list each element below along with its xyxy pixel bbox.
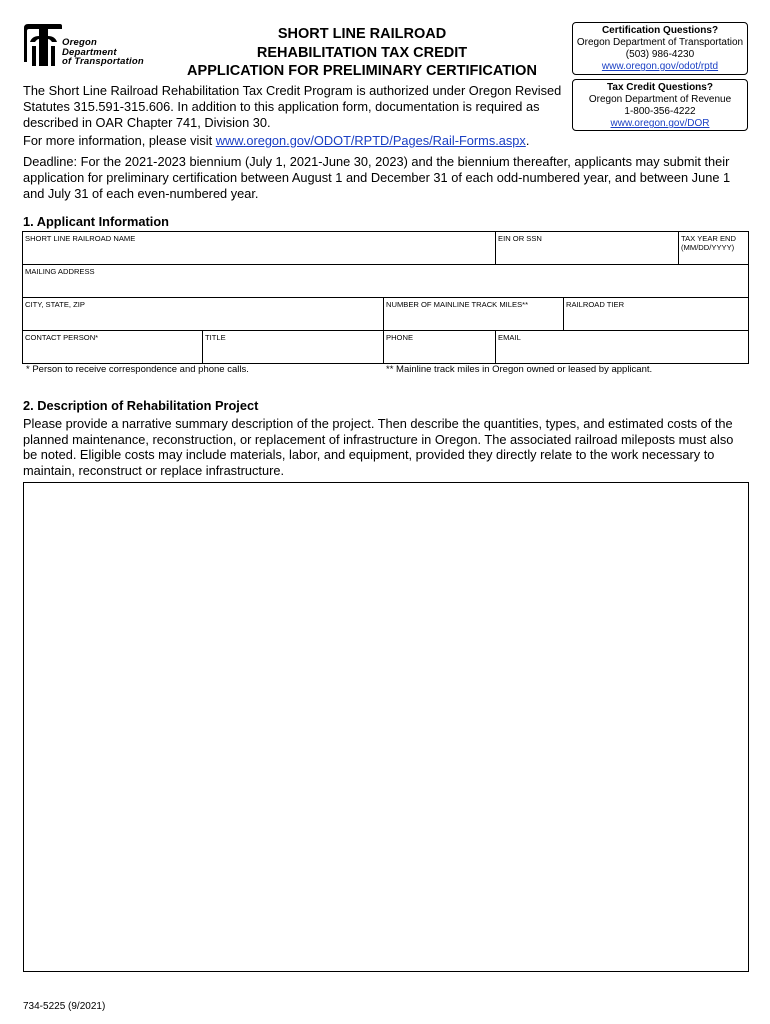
intro-paragraph: The Short Line Railroad Rehabilitation Tax Credit Program is authorized under Oregon Revised Statutes 315.591-315.606. In addition to this application form, documentation is required as described in OAR Chapter 741, Division 30. (23, 83, 562, 130)
contact-person-field[interactable] (23, 331, 203, 364)
rail-forms-link[interactable]: www.oregon.gov/ODOT/RPTD/Pages/Rail-Forms.aspx (215, 133, 526, 148)
tax-box-org: Oregon Department of Revenue (588, 94, 732, 105)
project-description-input[interactable] (23, 482, 749, 972)
form-title (172, 25, 552, 81)
tax-year-end-field[interactable] (679, 232, 749, 264)
track-miles-field[interactable] (384, 298, 564, 331)
ein-ssn-field[interactable] (496, 232, 679, 264)
tax-box-phone: 1-800-356-4222 (624, 106, 696, 117)
applicant-row-3 (23, 298, 749, 331)
cert-box-org: Oregon Department of Transportation (576, 37, 744, 48)
more-info-prefix: For more information, please visit (23, 133, 216, 148)
title-line-1: SHORT LINE RAILROAD (277, 26, 447, 42)
phone-label: PHONE (386, 333, 414, 342)
ein-ssn-label: EIN OR SSN (498, 234, 542, 243)
phone-field[interactable] (384, 331, 496, 364)
applicant-info-table (22, 231, 749, 364)
form-number: 734-5225 (9/2021) (23, 1001, 106, 1012)
more-info-line (23, 133, 529, 149)
applicant-row-1 (23, 232, 749, 265)
mailing-address-label: MAILING ADDRESS (25, 267, 95, 276)
railroad-name-label: SHORT LINE RAILROAD NAME (25, 234, 136, 243)
section-2-instructions: Please provide a narrative summary description of the project. Then describe the quantities, types, and estimated costs of the planned maintenance, reconstruction, or replacement of infrastructure in Oregon. The associated railroad mileposts must also be noted. Eligible costs may include materials, labor, and equipment, provided they directly relate to the work necessary to maintain, reconstruct or replace infrastructure. (23, 416, 734, 478)
certification-contact-box (572, 22, 748, 75)
deadline-paragraph: Deadline: For the 2021-2023 biennium (July 1, 2021-June 30, 2023) and the biennium thereafter, applicants may submit their application for preliminary certification between August 1 and December 31 of each odd-numbered year, and between June 1 and July 31 of each even-numbered year. (23, 154, 731, 201)
more-info-suffix: . (525, 133, 530, 148)
cert-box-phone: (503) 986-4230 (625, 49, 695, 60)
logo-line-1: Oregon (62, 37, 97, 48)
applicant-row-2 (23, 265, 749, 298)
mailing-address-field[interactable] (23, 265, 749, 298)
track-miles-label: NUMBER OF MAINLINE TRACK MILES** (386, 300, 529, 309)
railroad-tier-label: RAILROAD TIER (566, 300, 625, 309)
railroad-name-field[interactable] (23, 232, 496, 265)
cert-box-link[interactable]: www.oregon.gov/odot/rptd (601, 61, 719, 72)
title-field[interactable] (203, 331, 384, 364)
city-state-zip-label: CITY, STATE, ZIP (25, 300, 85, 309)
section-2-heading: 2. Description of Rehabilitation Project (23, 398, 259, 413)
email-label: EMAIL (498, 333, 521, 342)
tax-box-heading: Tax Credit Questions? (607, 82, 713, 93)
title-line-3: APPLICATION FOR PRELIMINARY CERTIFICATION (187, 63, 537, 79)
odot-logo-text (62, 38, 144, 67)
title-label: TITLE (205, 333, 226, 342)
logo-line-3: of Transportation (62, 56, 144, 67)
odot-emblem-icon (22, 22, 64, 68)
cert-box-heading: Certification Questions? (601, 25, 719, 36)
contact-person-note: * Person to receive correspondence and phone calls. (26, 364, 249, 375)
tax-credit-contact-box (572, 79, 748, 131)
logo-line-2: Department (62, 46, 117, 58)
tax-box-link[interactable]: www.oregon.gov/DOR (610, 118, 710, 129)
email-field[interactable] (496, 331, 749, 364)
ein-tax-year-cell (496, 232, 749, 265)
tax-year-end-label: TAX YEAR END (MM/DD/YYYY) (681, 234, 737, 252)
title-line-2: REHABILITATION TAX CREDIT (256, 44, 468, 61)
applicant-row-4 (23, 331, 749, 364)
section-1-heading: 1. Applicant Information (23, 214, 169, 229)
contact-person-label: CONTACT PERSON* (25, 333, 99, 342)
railroad-tier-field[interactable] (564, 298, 749, 331)
track-miles-note: ** Mainline track miles in Oregon owned or leased by applicant. (386, 364, 653, 375)
city-state-zip-field[interactable] (23, 298, 384, 331)
